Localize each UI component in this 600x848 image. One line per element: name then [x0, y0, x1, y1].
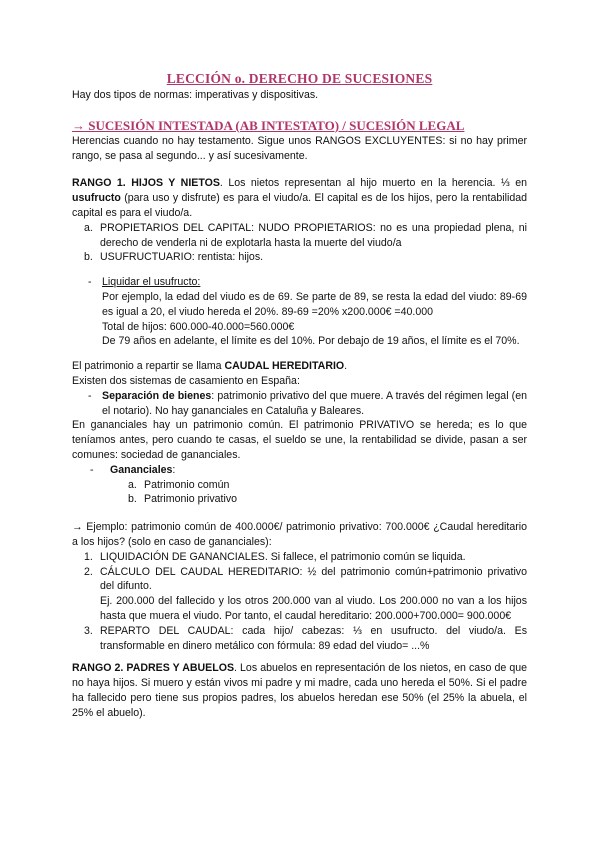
rango1-paragraph: RANGO 1. HIJOS Y NIETOS. Los nietos representan al hijo muerto en la herencia. ⅓ en usufructo (para uso y disfrute) es para el viudo/a. El capital es de los hijos, pero la rentabilidad capital es para el viudo/a.: [72, 177, 527, 219]
caudal-paragraph: El patrimonio a repartir se llama CAUDAL HEREDITARIO.: [72, 360, 348, 373]
sistemas-text: Existen dos sistemas de casamiento en España:: [72, 374, 300, 387]
list-item: b. Patrimonio privativo: [128, 493, 238, 506]
rango1-list: [72, 221, 527, 265]
gananciales-item: - Gananciales:: [90, 463, 176, 476]
section-heading-sucesion-intestada: → SUCESIÓN INTESTADA (AB INTESTATO) / SUCESIÓN LEGAL: [72, 117, 465, 133]
list-item: a. PROPIETARIOS DEL CAPITAL: NUDO PROPIETARIOS: no es una propiedad plena, ni derecho de venderla ni de explotarla hasta la muerte del viudo/a: [84, 221, 527, 249]
list-item: a. Patrimonio común: [128, 478, 230, 491]
list-item: 3. REPARTO DEL CAUDAL: cada hijo/ cabezas: ⅓ en usufructo. del viudo/a. Es transformable en dinero metálico con fórmula: 89 edad del viudo= ...%: [84, 624, 527, 652]
rango2-label: RANGO 2. PADRES Y ABUELOS: [72, 662, 235, 675]
section-intro-text: Herencias cuando no hay testamento. Sigue unos RANGOS EXCLUYENTES: si no hay primer rango, se pasa al segundo... y así sucesivamente.: [72, 134, 527, 162]
list-item: 1. LIQUIDACIÓN DE GANANCIALES. Si fallece, el patrimonio común se liquida.: [84, 550, 466, 563]
ejemplo-steps: [72, 550, 527, 654]
list-item: 2. CÁLCULO DEL CAUDAL HEREDITARIO: ½ del patrimonio común+patrimonio privativo del difunto. Ej. 200.000 del fallecido y los otros 200.000 van al viudo. Los 200.000 no van a los hijos hasta que muera el viudo. Por tanto, el caudal hereditario: 200.000+700.000= 900.000€: [84, 565, 527, 622]
rango1-label: RANGO 1. HIJOS Y NIETOS: [72, 177, 220, 190]
liquidar-usufructo-block: - Liquidar el usufructo: Por ejemplo, la edad del viudo es de 69. Se parte de 89, se resta la edad del viudo: 89-69 es igual a 20, el viudo hereda el 20%. 89-69 =20% x200.000€ =40.000 Total de hijos: 600.000-40.000=560.000€ De 79 años en adelante, el límite es del 10%. Por debajo de 19 años, el límite es el 70%.: [88, 276, 527, 348]
liquidar-title: Liquidar el usufructo:: [102, 276, 201, 289]
list-item: b. USUFRUCTUARIO: rentista: hijos.: [84, 251, 264, 264]
ejemplo-paragraph: → Ejemplo: patrimonio común de 400.000€/ patrimonio privativo: 700.000€ ¿Caudal hereditario a los hijos? (solo en caso de gananciales):: [72, 521, 527, 548]
intro-text: Hay dos tipos de normas: imperativas y dispositivas.: [72, 89, 319, 101]
gananciales-paragraph: En gananciales hay un patrimonio común. El patrimonio PRIVATIVO se hereda; es lo que teníamos antes, pero cuando te casas, el sueldo se une, la rentabilidad se divide, pasan a ser comunes: sociedad de gananciales.: [72, 419, 527, 461]
rango2-paragraph: RANGO 2. PADRES Y ABUELOS. Los abuelos en representación de los nietos, en caso de que no haya hijos. Si muero y están vivos mi padre y mi madre, cada uno hereda el 50%. Si el padre ha fallecido pero tiene sus propios padres, los abuelos heredan ese 50% (el 25% la abuela, el 25% el abuelo).: [72, 662, 527, 719]
page-title: LECCIÓN o. DERECHO DE SUCESIONES: [166, 71, 433, 86]
usufructo-term: usufructo: [72, 192, 121, 205]
separacion-bienes-item: - Separación de bienes: patrimonio privativo del que muere. A través del régimen legal (en el notario). No hay gananciales en Cataluña y Baleares.: [88, 389, 527, 417]
document-page: [72, 70, 527, 720]
